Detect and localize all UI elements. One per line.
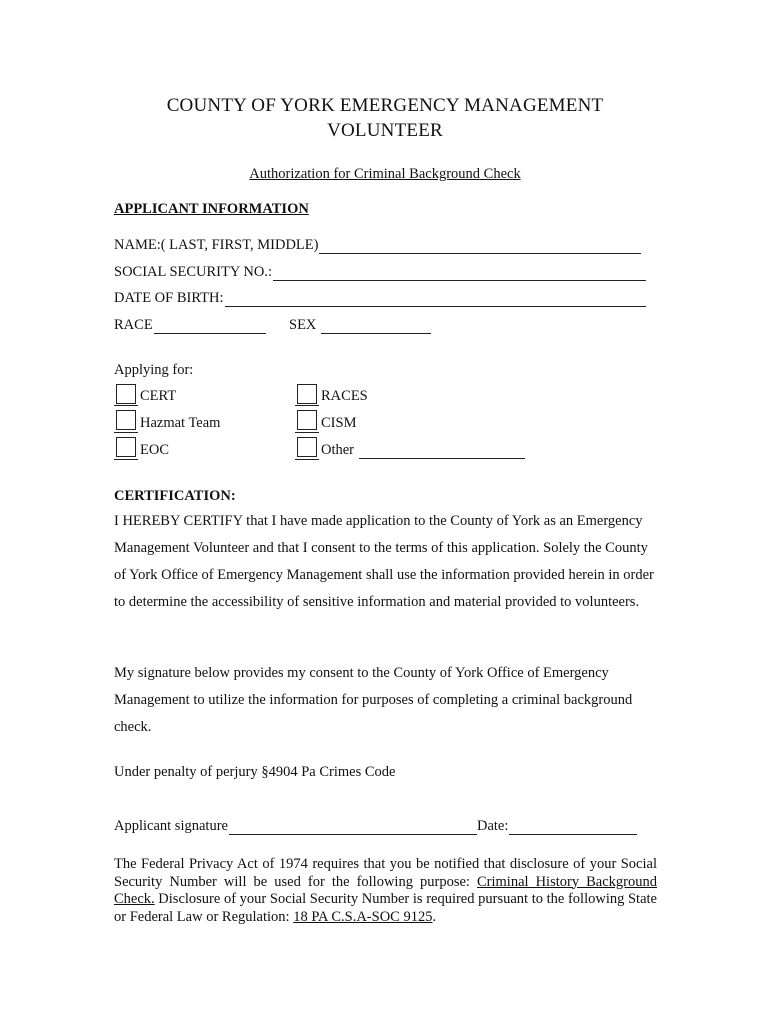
cism-checkbox[interactable]: [297, 410, 317, 430]
hazmat-checkbox-underline: [114, 432, 138, 433]
privacy-regulation: 18 PA C.S.A-SOC 9125: [293, 908, 433, 925]
name-label: NAME:( LAST, FIRST, MIDDLE): [114, 237, 319, 253]
other-checkbox[interactable]: [297, 437, 317, 457]
other-specify-field[interactable]: [359, 444, 525, 459]
sex-field-row: [289, 317, 431, 334]
page-title-line-2: VOLUNTEER: [327, 120, 443, 141]
eoc-option-label: EOC: [140, 442, 169, 458]
race-field[interactable]: [154, 319, 266, 334]
perjury-notice: Under penalty of perjury §4904 Pa Crimes Code: [114, 764, 396, 780]
ssn-field[interactable]: [273, 266, 646, 281]
other-option-label: Other: [321, 442, 355, 458]
name-field-row: [114, 237, 641, 254]
date-field[interactable]: [509, 820, 637, 835]
dob-label: DATE OF BIRTH:: [114, 290, 224, 306]
hazmat-option-label: Hazmat Team: [140, 415, 221, 431]
signature-field[interactable]: [229, 820, 477, 835]
privacy-act-notice: [114, 856, 657, 926]
signature-label: Applicant signature: [114, 818, 228, 834]
hazmat-checkbox[interactable]: [116, 410, 136, 430]
race-label: RACE: [114, 317, 153, 333]
cism-checkbox-underline: [295, 432, 319, 433]
other-field-row: [321, 442, 525, 459]
signature-row: [114, 818, 637, 835]
privacy-purpose: Criminal History Background Check.: [114, 873, 657, 907]
date-label: Date:: [476, 818, 509, 834]
races-checkbox[interactable]: [297, 384, 317, 404]
privacy-text-b: Disclosure of your Social Security Number is required pursuant to the following State or Federal Law or Regulation:: [114, 891, 657, 925]
certification-paragraph: I HEREBY CERTIFY that I have made application to the County of York as an Emergency Management Volunteer and that I consent to the terms of this application. Solely the County of York Office of Emergency Management shall use the information provided herein in order to determine the accessibility of sensitive information and material provided to volunteers.: [114, 513, 654, 610]
ssn-label: SOCIAL SECURITY NO.:: [114, 264, 273, 280]
privacy-text-a: The Federal Privacy Act of 1974 requires that you be notified that disclosure of your Social Security Number will be used for the following purpose:: [114, 856, 657, 890]
races-option-label: RACES: [321, 388, 368, 404]
certification-heading: CERTIFICATION:: [114, 488, 236, 504]
privacy-end: .: [432, 908, 437, 925]
applying-for-label: Applying for:: [114, 362, 194, 378]
cism-option-label: CISM: [321, 415, 357, 431]
other-checkbox-underline: [295, 459, 319, 460]
page-subtitle: Authorization for Criminal Background Check: [249, 166, 521, 182]
sex-field[interactable]: [321, 319, 431, 334]
cert-checkbox[interactable]: [116, 384, 136, 404]
eoc-checkbox-underline: [114, 459, 138, 460]
applicant-info-heading: APPLICANT INFORMATION: [114, 201, 309, 217]
dob-field[interactable]: [225, 292, 646, 307]
cert-option-label: CERT: [140, 388, 177, 404]
consent-paragraph: My signature below provides my consent to the County of York Office of Emergency Management to utilize the information for purposes of completing a criminal background check.: [114, 665, 633, 735]
page-title-line-1: COUNTY OF YORK EMERGENCY MANAGEMENT: [166, 95, 604, 116]
dob-field-row: [114, 290, 646, 307]
cert-checkbox-underline: [114, 405, 138, 406]
eoc-checkbox[interactable]: [116, 437, 136, 457]
name-field[interactable]: [319, 239, 641, 254]
races-checkbox-underline: [295, 405, 319, 406]
sex-label: SEX: [289, 317, 317, 333]
ssn-field-row: [114, 264, 646, 281]
race-field-row: [114, 317, 266, 334]
